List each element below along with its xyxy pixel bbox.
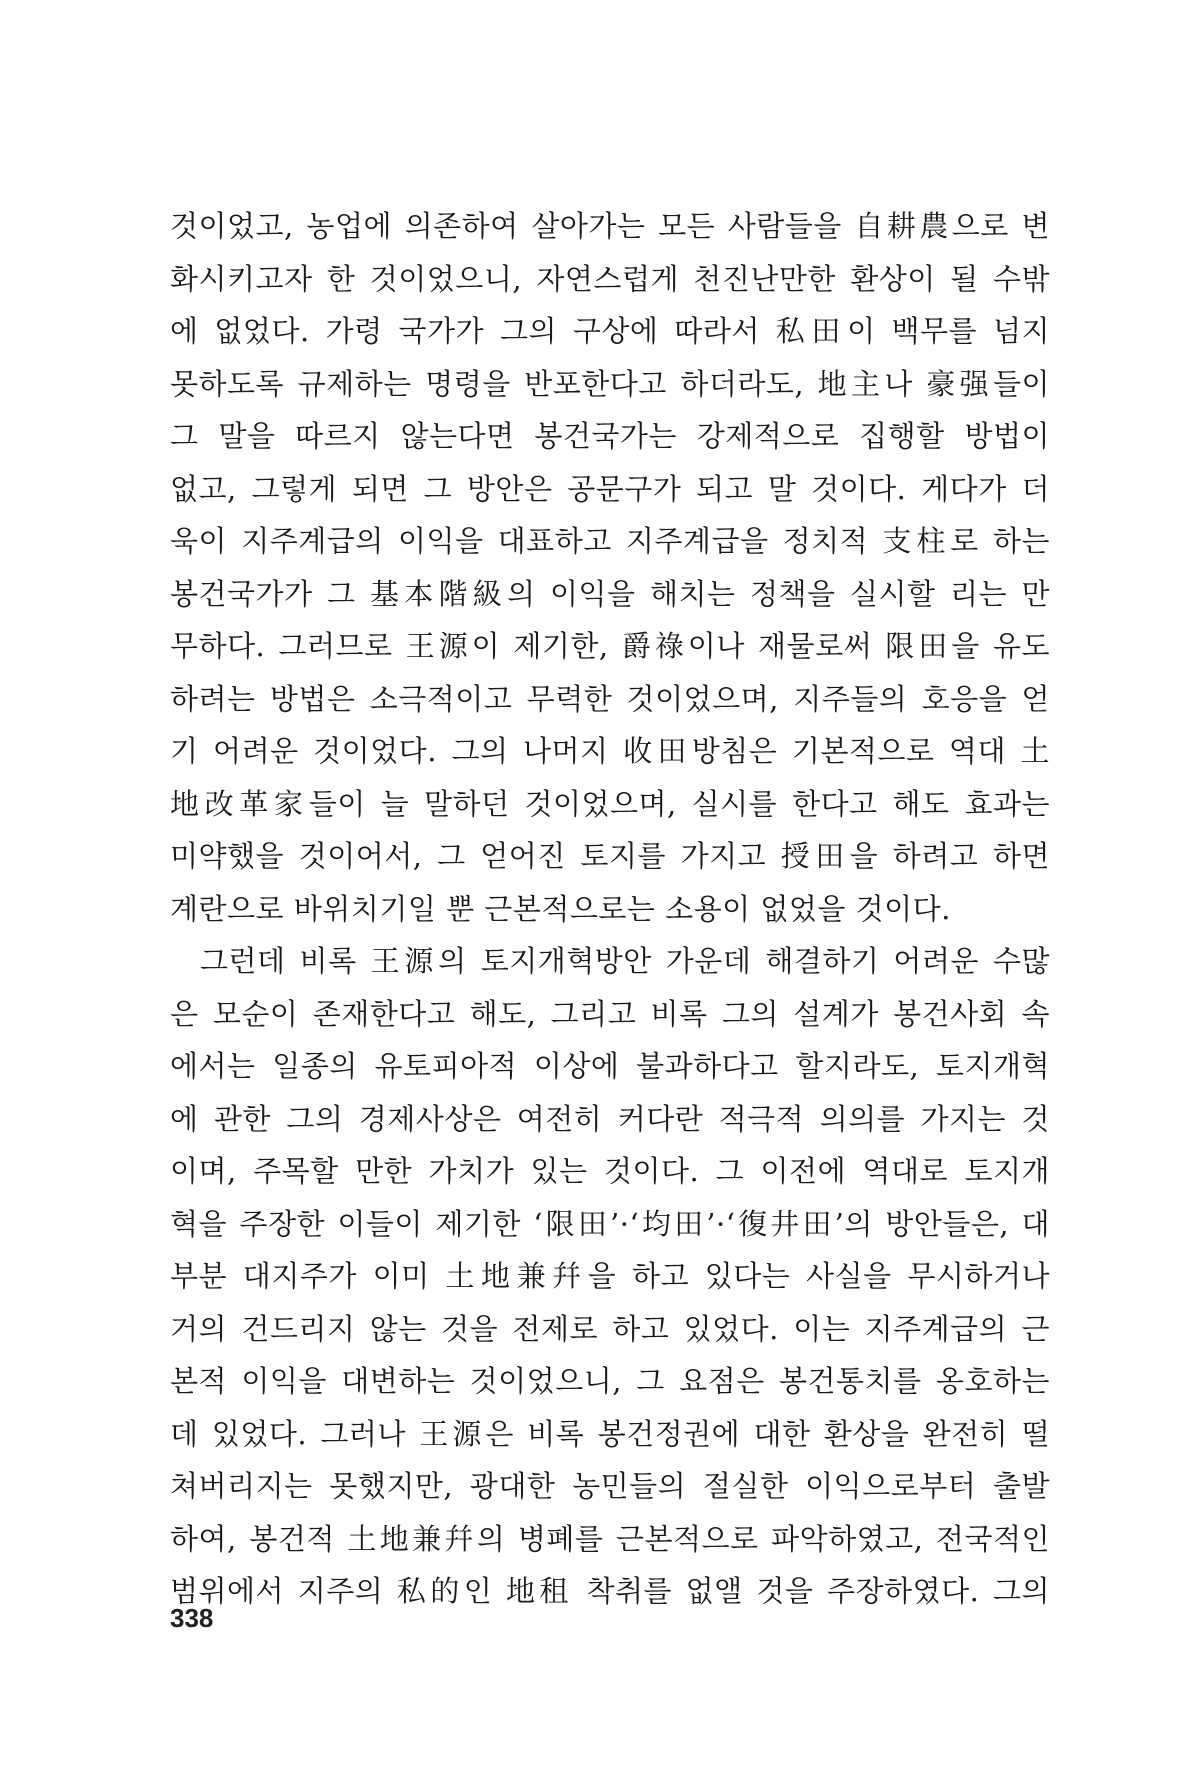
text-line: 봉건국가가 그 基本階級의 이익을 해치는 정책을 실시할 리는 만 [170, 576, 1050, 611]
text-line: 것이었고, 농업에 의존하여 살아가는 모든 사람들을 自耕農으로 변 [170, 209, 1050, 243]
text-line: 욱이 지주계급의 이익을 대표하고 지주계급을 정치적 支柱로 하는 [170, 524, 1050, 558]
text-line: 그 말을 따르지 않는다면 봉건국가는 강제적으로 집행할 방법이 [170, 419, 1050, 453]
text-line: 무하다. 그러므로 王源이 제기한, 爵祿이나 재물로써 限田을 유도 [170, 629, 1050, 663]
text-line: 데 있었다. 그러나 王源은 비록 봉건정권에 대한 환상을 완전히 떨 [170, 1416, 1050, 1451]
text-line: 혁을 주장한 이들이 제기한 ‘限田’·‘均田’·‘復井田’의 방안들은, 대 [170, 1206, 1050, 1241]
text-line: 은 모순이 존재한다고 해도, 그리고 비록 그의 설계가 봉건사회 속 [170, 996, 1050, 1031]
text-line: 기 어려운 것이었다. 그의 나머지 收田방침은 기본적으로 역대 土 [170, 734, 1050, 768]
text-line: 쳐버리지는 못했지만, 광대한 농민들의 절실한 이익으로부터 출발 [170, 1469, 1050, 1503]
text-line: 이며, 주목할 만한 가치가 있는 것이다. 그 이전에 역대로 토지개 [170, 1154, 1050, 1188]
text-line: 그런데 비록 王源의 토지개혁방안 가운데 해결하기 어려운 수많 [200, 944, 1050, 978]
text-line: 거의 건드리지 않는 것을 전제로 하고 있었다. 이는 지주계급의 근 [170, 1311, 1050, 1346]
body-text [170, 200, 1050, 1618]
text-line: 화시키고자 한 것이었으니, 자연스럽게 천진난만한 환상이 될 수밖 [170, 261, 1050, 296]
text-line: 없고, 그렇게 되면 그 방안은 공문구가 되고 말 것이다. 게다가 더 [170, 471, 1050, 506]
text-line: 하려는 방법은 소극적이고 무력한 것이었으며, 지주들의 호응을 얻 [170, 681, 1050, 716]
text-line: 계란으로 바위치기일 뿐 근본적으로는 소용이 없었을 것이다. [170, 891, 951, 926]
text-line: 부분 대지주가 이미 土地兼幷을 하고 있다는 사실을 무시하거나 [170, 1259, 1050, 1293]
text-line: 에 없었다. 가령 국가가 그의 구상에 따라서 私田이 백무를 넘지 [170, 314, 1050, 348]
text-line: 地改革家들이 늘 말하던 것이었으며, 실시를 한다고 해도 효과는 [170, 786, 1050, 821]
text-line: 에서는 일종의 유토피아적 이상에 불과하다고 할지라도, 토지개혁 [170, 1049, 1050, 1083]
text-line: 하여, 봉건적 土地兼幷의 병폐를 근본적으로 파악하였고, 전국적인 [170, 1521, 1050, 1556]
page-number: 338 [170, 1603, 214, 1633]
text-line: 범위에서 지주의 私的인 地租 착취를 없앨 것을 주장하였다. 그의 [170, 1574, 1050, 1608]
text-line: 못하도록 규제하는 명령을 반포한다고 하더라도, 地主나 豪强들이 [170, 366, 1050, 401]
text-line: 본적 이익을 대변하는 것이었으니, 그 요점은 봉건통치를 옹호하는 [170, 1364, 1050, 1398]
text-line: 미약했을 것이어서, 그 얻어진 토지를 가지고 授田을 하려고 하면 [170, 839, 1050, 873]
text-line: 에 관한 그의 경제사상은 여전히 커다란 적극적 의의를 가지는 것 [170, 1101, 1050, 1136]
